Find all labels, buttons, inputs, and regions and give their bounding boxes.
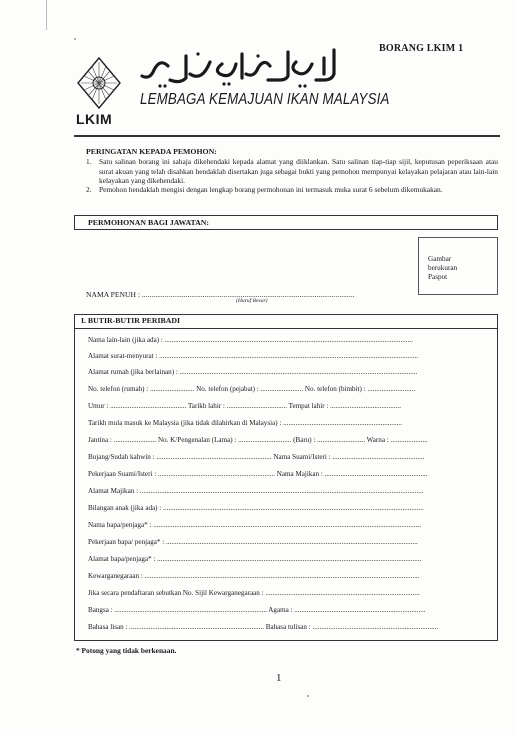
note-item	[86, 157, 498, 185]
photo-label-line: berukuran	[428, 264, 458, 272]
form-code: BORANG LKIM 1	[379, 43, 464, 54]
footnote: * Potong yang tidak berkenaan.	[76, 646, 177, 655]
margin-line	[46, 0, 47, 30]
logo-acronym: LKIM	[76, 111, 113, 127]
scan-speck	[74, 38, 76, 40]
full-name-note: (Huruf Besar)	[236, 298, 268, 304]
note-number: 2.	[86, 185, 92, 195]
org-name-jawi-script	[140, 44, 340, 90]
position-heading: PERMOHONAN BAGI JAWATAN:	[88, 218, 209, 227]
photo-label	[428, 255, 457, 282]
field-children-count[interactable]: Bilangan anak (jika ada) : ...................................................................................................................................................	[88, 504, 424, 512]
note-number: 1.	[86, 157, 92, 167]
scan-speck	[307, 695, 309, 697]
note-text: Satu salinan borang ini sahaja dikehendaki kepada alamat yang diiklankan. Satu salinan tiap-tiap sijil, keputusan peperiksaan atau surat akuan yang telah disahkan hendaklah disertakan juga sebagai bukti yang pemohon mempunyai kelayakan pelajaran atau lain-lain kelayakan yang dikehendaki.	[99, 157, 498, 185]
field-home-address[interactable]: Alamat rumah (jika berlainan) : ......................................................................................................................................	[88, 368, 418, 376]
section-divider	[74, 328, 498, 329]
org-name: LEMBAGA KEMAJUAN IKAN MALAYSIA	[140, 91, 390, 108]
field-guardian-name[interactable]: Nama bapa/penjaga* : .......................................................................................................................................................	[88, 521, 421, 529]
position-applied-box	[74, 215, 498, 230]
field-age-birth[interactable]: Umur : ........................................... Tarikh lahir : .................................. Tempat lahir : ........................................	[88, 402, 402, 410]
field-marital-status[interactable]: Bujang/Sudah kahwin : ................................................................. Nama Suami/Isteri : ....................................................	[88, 453, 425, 461]
photo-label-line: Paspot	[428, 273, 448, 281]
page-number: 1	[276, 672, 282, 684]
personal-details-heading: I. BUTIR-BUTIR PERIBADI	[81, 316, 180, 325]
note-item	[86, 185, 498, 194]
note-text: Pemohon hendaklah mengisi dengan lengkap borang permohonan ini termasuk muka surat 6 sebelum dikemukakan.	[99, 185, 443, 195]
header-rule	[74, 135, 500, 137]
photo-label-line: Gambar	[428, 255, 452, 263]
field-mailing-address[interactable]: Alamat surat-menyurat : ..................................................................................................................................................	[88, 352, 419, 360]
field-employer-address[interactable]: Alamat Majikan : ................................................................................................................................................................	[88, 487, 424, 495]
field-languages[interactable]: Bahasa lisan : ............................................................................ Bahasa tulisan : .......................................................................	[88, 623, 439, 631]
full-name-field[interactable]: NAMA PENUH : ................................................................................................................	[86, 290, 355, 299]
field-guardian-occupation[interactable]: Pekerjaan bapa/ penjaga* : ..............................................................................................................................................	[88, 538, 418, 546]
applicant-notes	[86, 147, 498, 194]
field-other-names[interactable]: Nama lain-lain (jika ada) : ............................................................................................................................................	[88, 336, 413, 344]
field-spouse-occupation[interactable]: Pekerjaan Suami/Isteri : .................................................................. Nama Majikan : ..........................................................	[88, 470, 428, 478]
lkim-emblem-icon	[76, 56, 122, 112]
field-guardian-address[interactable]: Alamat bapa/penjaga* : .....................................................................................................................................................	[88, 555, 422, 563]
notes-heading: PERINGATAN KEPADA PEMOHON:	[86, 147, 217, 156]
field-citizenship-cert[interactable]: Jika secara pendaftaran sebutkan No. Sijil Kewarganegaraan : .......................................................................................	[88, 589, 420, 597]
org-name-jawi: لمبا ݢ كماجوان ايكن مليسيا	[140, 44, 152, 45]
field-arrival-date[interactable]: Tarikh mula masuk ke Malaysia (jika tidak dilahirkan di Malaysia) : ...................................................................	[88, 419, 402, 427]
field-citizenship[interactable]: Kewarganegaraan : ...........................................................................................................................................................	[88, 572, 420, 580]
field-race-religion[interactable]: Bangsa : ...................................................................................... Agama : ..........................................................................	[88, 606, 426, 614]
field-gender-ic[interactable]: Jantina : ........................ No. K/Pengenalan (Lama) : .............................. (Baru) : ........................... Warna : .....................	[88, 436, 428, 444]
field-phone-numbers[interactable]: No. telefon (rumah) : ......................... No. telefon (pejabat) : ........................ No. telefon (bimbit) : ...........................	[88, 385, 416, 393]
